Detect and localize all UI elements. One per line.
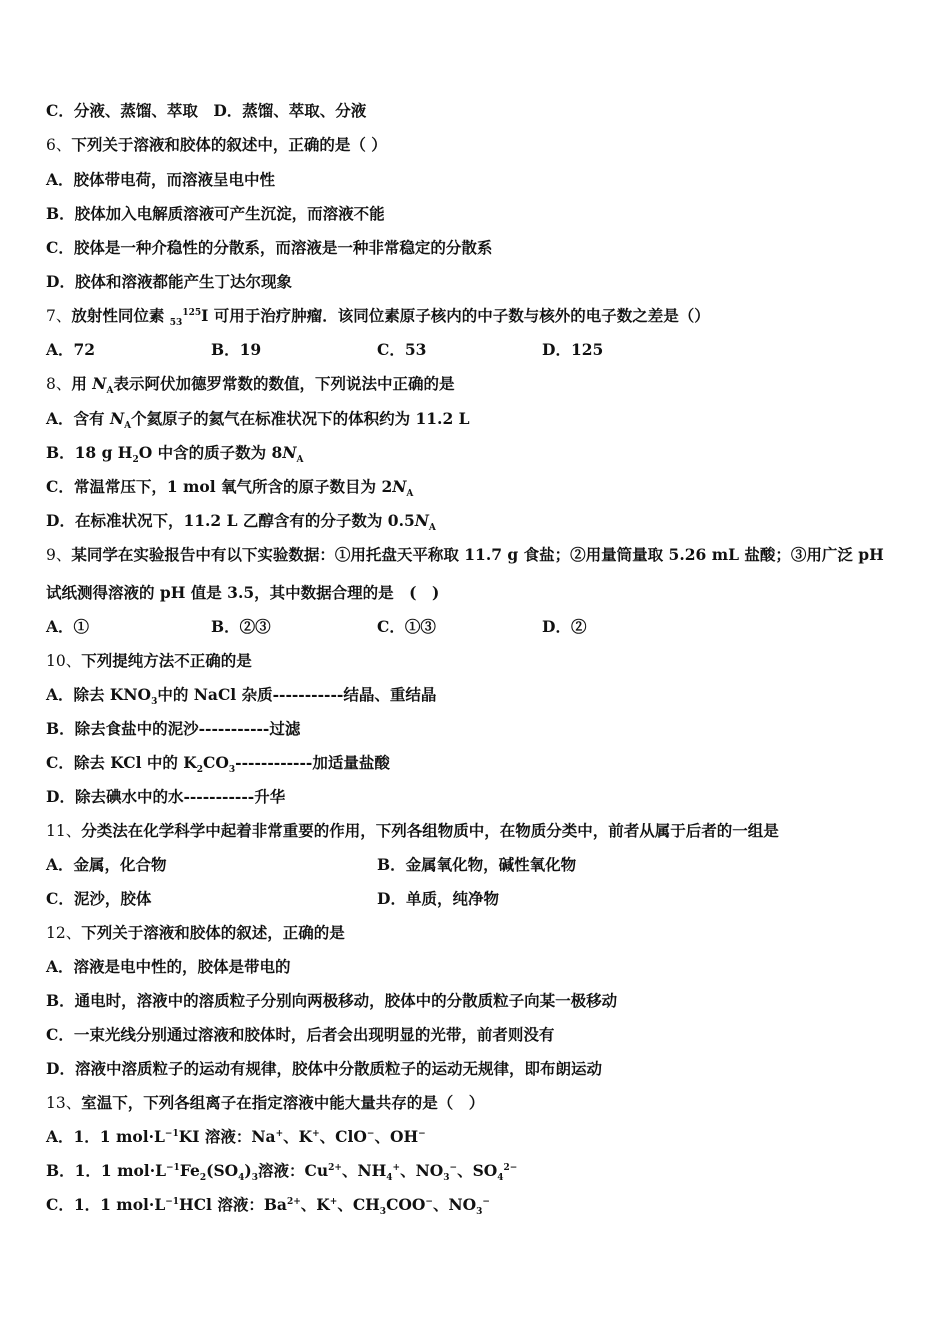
question-number: 11、 bbox=[46, 822, 82, 840]
text-segment: 试纸测得溶液的 pH 值是 3.5，其中数据合理的是 ( ) bbox=[46, 583, 440, 602]
italic-symbol: N bbox=[392, 477, 407, 496]
subscript: 53 bbox=[169, 318, 183, 329]
subscript: 3 bbox=[476, 1207, 483, 1218]
line-content bbox=[46, 923, 345, 943]
subscript: 3 bbox=[251, 1173, 259, 1184]
text-segment: B．金属氧化物，碱性氧化物 bbox=[377, 855, 577, 874]
italic-symbol: N bbox=[109, 409, 125, 428]
text-segment: 溶液：Cu bbox=[258, 1161, 329, 1180]
text-segment: D．在标准状况下，11.2 L 乙醇含有的分子数为 0.5 bbox=[46, 511, 415, 530]
subscript: 2 bbox=[199, 1173, 207, 1184]
line-content bbox=[46, 957, 291, 977]
text-segment: 、ClO bbox=[319, 1127, 367, 1146]
text-segment: A．溶液是电中性的，胶体是带电的 bbox=[46, 957, 291, 976]
text-segment: 下列关于溶液和胶体的叙述，正确的是 bbox=[81, 923, 345, 942]
text-segment: D．溶液中溶质粒子的运动有规律，胶体中分散质粒子的运动无规律，即布朗运动 bbox=[46, 1059, 602, 1078]
text-segment: D．125 bbox=[542, 340, 604, 359]
superscript: − bbox=[449, 1162, 458, 1173]
question-number: 13、 bbox=[46, 1094, 82, 1112]
superscript: + bbox=[312, 1128, 320, 1139]
text-segment: 下列提纯方法不正确的是 bbox=[81, 651, 252, 670]
question-number: 10、 bbox=[46, 652, 82, 670]
text-segment: B．19 bbox=[211, 340, 262, 359]
line-content bbox=[46, 374, 455, 397]
text-segment: 、K bbox=[300, 1195, 330, 1214]
text-segment: C．分液、蒸馏、萃取 D．蒸馏、萃取、分液 bbox=[46, 101, 367, 120]
question-number: 12、 bbox=[46, 924, 82, 942]
question-number: 8、 bbox=[46, 375, 72, 393]
text-segment: 、CH bbox=[337, 1195, 380, 1214]
text-segment: COO bbox=[386, 1195, 426, 1214]
answer-option bbox=[377, 855, 576, 875]
line-content bbox=[46, 511, 436, 534]
superscript: 2− bbox=[503, 1162, 518, 1173]
superscript: 125 bbox=[182, 307, 202, 318]
text-segment: C．泥沙，胶体 bbox=[46, 889, 152, 908]
text-segment: D．除去碘水中的水-----------升华 bbox=[46, 787, 286, 806]
text-segment: B．②③ bbox=[211, 617, 271, 636]
text-segment: C．除去 KCl 中的 K bbox=[46, 753, 197, 772]
line-content bbox=[46, 821, 779, 841]
text-segment: 用 bbox=[71, 374, 93, 393]
text-segment: 、NH bbox=[341, 1161, 387, 1180]
question-number: 9、 bbox=[46, 546, 72, 564]
line-content bbox=[46, 651, 252, 671]
line-content bbox=[46, 101, 366, 121]
text-segment: C．1．1 mol·L bbox=[46, 1195, 166, 1214]
text-segment: A．除去 KNO bbox=[46, 685, 152, 704]
line-content bbox=[46, 135, 387, 155]
text-segment: Fe bbox=[179, 1161, 200, 1180]
line-content bbox=[46, 787, 285, 807]
superscript: 2+ bbox=[328, 1162, 342, 1173]
text-segment: 、SO bbox=[457, 1161, 498, 1180]
text-segment: 表示阿伏加德罗常数的数值，下列说法中正确的是 bbox=[113, 374, 455, 393]
text-segment: HCl 溶液：Ba bbox=[179, 1195, 287, 1214]
superscript: − bbox=[366, 1128, 375, 1139]
text-segment: B．通电时，溶液中的溶质粒子分别向两极移动，胶体中的分散质粒子向某一极移动 bbox=[46, 991, 618, 1010]
text-segment: A．金属，化合物 bbox=[46, 855, 167, 874]
line-content bbox=[46, 272, 292, 292]
answer-option bbox=[211, 617, 271, 637]
line-content bbox=[46, 1161, 518, 1184]
text-segment: 室温下，下列各组离子在指定溶液中能大量共存的是（ ） bbox=[81, 1093, 485, 1112]
text-segment: D．单质，纯净物 bbox=[377, 889, 499, 908]
answer-option bbox=[377, 617, 436, 637]
subscript: 3 bbox=[151, 697, 158, 708]
text-segment: 、NO bbox=[400, 1161, 444, 1180]
superscript: −1 bbox=[165, 1196, 180, 1207]
subscript: 3 bbox=[443, 1173, 450, 1184]
question-number: 6、 bbox=[46, 136, 72, 154]
line-content bbox=[46, 1025, 554, 1045]
text-segment: C．胶体是一种介稳性的分散系，而溶液是一种非常稳定的分散系 bbox=[46, 238, 493, 257]
superscript: + bbox=[329, 1196, 338, 1207]
answer-option bbox=[377, 340, 426, 360]
superscript: 2+ bbox=[286, 1196, 301, 1207]
text-segment: O 中含的质子数为 8 bbox=[138, 443, 283, 462]
text-segment: D．胶体和溶液都能产生丁达尔现象 bbox=[46, 272, 292, 291]
text-segment: C．①③ bbox=[377, 617, 436, 636]
text-segment: A．含有 bbox=[46, 409, 110, 428]
subscript: 4 bbox=[238, 1173, 245, 1184]
text-segment: 、NO bbox=[432, 1195, 477, 1214]
text-segment: C．常温常压下，1 mol 氧气所含的原子数目为 2 bbox=[46, 477, 393, 496]
subscript: A bbox=[406, 489, 414, 500]
italic-symbol: N bbox=[282, 443, 297, 462]
line-content bbox=[46, 204, 385, 224]
text-segment: B．1．1 mol·L bbox=[46, 1161, 166, 1180]
text-segment: A．胶体带电荷，而溶液呈电中性 bbox=[46, 170, 276, 189]
line-content bbox=[46, 1059, 602, 1079]
answer-option bbox=[46, 889, 151, 909]
subscript: 4 bbox=[497, 1173, 504, 1184]
text-segment: ------------加适量盐酸 bbox=[235, 753, 390, 772]
question-number: 7、 bbox=[46, 307, 72, 325]
subscript: 2 bbox=[132, 455, 139, 466]
superscript: − bbox=[425, 1196, 433, 1207]
line-content bbox=[46, 1195, 490, 1218]
answer-option bbox=[542, 617, 586, 637]
line-content bbox=[46, 170, 275, 190]
line-content bbox=[46, 1127, 426, 1147]
superscript: − bbox=[482, 1196, 490, 1207]
line-content bbox=[46, 409, 470, 432]
text-segment: 个氦原子的氦气在标准状况下的体积约为 11.2 L bbox=[131, 409, 470, 428]
line-content bbox=[46, 238, 492, 258]
answer-option bbox=[46, 855, 167, 875]
subscript: A bbox=[106, 386, 114, 397]
line-content bbox=[46, 583, 439, 603]
text-segment: C．53 bbox=[377, 340, 427, 359]
superscript: − bbox=[418, 1128, 426, 1139]
superscript: + bbox=[392, 1162, 401, 1173]
text-segment: 放射性同位素 bbox=[71, 306, 170, 325]
text-segment: I 可用于治疗肿瘤．该同位素原子核内的中子数与核外的电子数之差是（） bbox=[201, 306, 710, 325]
line-content bbox=[46, 1093, 484, 1113]
italic-symbol: N bbox=[92, 374, 107, 393]
subscript: 2 bbox=[196, 765, 204, 776]
text-segment: (SO bbox=[206, 1161, 239, 1180]
answer-option bbox=[211, 340, 261, 360]
line-content bbox=[46, 991, 617, 1011]
line-content bbox=[46, 753, 390, 776]
text-segment: B．胶体加入电解质溶液可产生沉淀，而溶液不能 bbox=[46, 204, 385, 223]
text-segment: 某同学在实验报告中有以下实验数据：①用托盘天平称取 11.7 g 食盐；②用量筒量取 5.26 mL 盐酸；③用广泛 pH bbox=[71, 545, 884, 564]
text-segment: A．① bbox=[46, 617, 90, 636]
subscript: A bbox=[124, 421, 132, 432]
text-segment: B．18 g H bbox=[46, 443, 133, 462]
line-content bbox=[46, 306, 710, 329]
line-content bbox=[46, 545, 884, 565]
superscript: −1 bbox=[164, 1128, 179, 1139]
text-segment: B．除去食盐中的泥沙-----------过滤 bbox=[46, 719, 301, 738]
text-segment: 、OH bbox=[374, 1127, 419, 1146]
subscript: A bbox=[296, 455, 304, 466]
superscript: −1 bbox=[166, 1162, 180, 1173]
text-segment: C．一束光线分别通过溶液和胶体时，后者会出现明显的光带，前者则没有 bbox=[46, 1025, 555, 1044]
text-segment: D．② bbox=[542, 617, 587, 636]
answer-option bbox=[46, 617, 89, 637]
line-content bbox=[46, 719, 300, 739]
text-segment: A．1．1 mol·L bbox=[46, 1127, 165, 1146]
line-content bbox=[46, 477, 414, 500]
italic-symbol: N bbox=[414, 511, 429, 530]
subscript: 3 bbox=[228, 765, 236, 776]
text-segment: KI 溶液：Na bbox=[178, 1127, 276, 1146]
text-segment: ) bbox=[244, 1161, 252, 1180]
answer-option bbox=[542, 340, 603, 360]
line-content bbox=[46, 443, 304, 466]
text-segment: 中的 NaCl 杂质-----------结晶、重结晶 bbox=[157, 685, 437, 704]
text-segment: A．72 bbox=[46, 340, 96, 359]
subscript: 4 bbox=[386, 1173, 393, 1184]
text-segment: CO bbox=[203, 753, 229, 772]
text-segment: 、K bbox=[283, 1127, 313, 1146]
text-segment: 分类法在化学科学中起着非常重要的作用，下列各组物质中，在物质分类中，前者从属于后者的一组是 bbox=[81, 821, 779, 840]
answer-option bbox=[46, 340, 95, 360]
answer-option bbox=[377, 889, 499, 909]
text-segment: 下列关于溶液和胶体的叙述中，正确的是（ ） bbox=[71, 135, 387, 154]
superscript: + bbox=[275, 1128, 284, 1139]
subscript: A bbox=[428, 523, 436, 534]
subscript: 3 bbox=[379, 1207, 387, 1218]
line-content bbox=[46, 685, 437, 708]
